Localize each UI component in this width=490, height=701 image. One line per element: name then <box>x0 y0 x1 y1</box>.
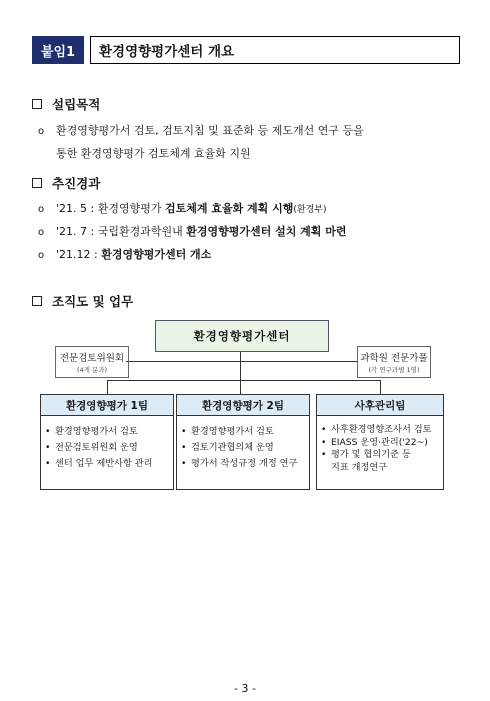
progress-item <box>38 200 326 216</box>
org-right-title: 과학원 전문가풀 <box>360 353 428 364</box>
square-bullet-icon <box>32 178 42 188</box>
team-task: • EIASS 운영·관리('22~) <box>321 436 428 448</box>
team-task: • 평가서 작성규정 개정 연구 <box>181 456 309 472</box>
team-task-text: 전문검토위원회 운영 <box>55 442 138 453</box>
purpose-line-2 <box>56 145 251 161</box>
progress-date: '21. 7 : <box>56 225 95 238</box>
circle-bullet-icon: o <box>38 227 45 238</box>
org-right-sub: (각 연구과별 1명) <box>368 366 420 374</box>
team-task-text: 평가서 작성규정 개정 연구 <box>191 458 298 469</box>
page-title <box>90 36 460 64</box>
org-left-sub: (4개 분과) <box>76 366 108 374</box>
connector-line <box>107 380 108 394</box>
team-name: 환경영향평가 1팀 <box>41 395 173 416</box>
purpose-text-2: 통한 환경영향평가 검토체계 효율화 지원 <box>56 147 251 160</box>
team-task: • 센터 업무 제반사항 관리 <box>45 456 173 472</box>
purpose-line-1 <box>38 122 364 138</box>
progress-date: '21. 5 : <box>56 202 95 215</box>
team-task: • 전문검토위원회 운영 <box>45 440 173 456</box>
team-task-text: 검토기관협의체 운영 <box>191 442 274 453</box>
team-box-2 <box>176 394 310 490</box>
connector-line <box>240 380 241 394</box>
org-right-box <box>357 346 431 378</box>
progress-date: '21.12 : <box>56 248 98 261</box>
circle-bullet-icon: o <box>38 204 45 215</box>
team-task-list <box>317 416 443 474</box>
team-task: • 사후환경영향조사서 검토 <box>321 424 432 435</box>
progress-pre: 국립환경과학원내 <box>97 225 183 238</box>
circle-bullet-icon: o <box>38 250 45 261</box>
square-bullet-icon <box>32 99 42 109</box>
team-task: • 환경영향평가서 검토 <box>45 424 173 440</box>
section-purpose-heading <box>32 95 100 113</box>
progress-suffix: (환경부) <box>293 205 327 215</box>
team-task-text: 환경영향평가서 검토 <box>191 426 274 437</box>
team-task-list <box>177 416 309 472</box>
progress-pre: 환경영향평가 <box>97 202 162 215</box>
progress-bold: 검토체계 효율화 계획 시행 <box>164 202 294 215</box>
section-purpose-label: 설립목적 <box>52 97 101 112</box>
connector-line <box>126 361 358 362</box>
progress-bold: 환경영향평가센터 개소 <box>101 248 212 261</box>
attachment-tag: 붙임1 <box>32 36 84 64</box>
team-task-text: 환경영향평가서 검토 <box>55 426 138 437</box>
org-left-box <box>55 346 129 378</box>
circle-bullet-icon: o <box>38 126 45 137</box>
section-org-label: 조직도 및 업무 <box>52 294 134 309</box>
section-progress-heading <box>32 174 100 192</box>
progress-item <box>38 246 211 262</box>
team-name: 사후관리팀 <box>317 395 443 416</box>
team-task: • 검토기관협의체 운영 <box>181 440 309 456</box>
progress-item <box>38 223 347 239</box>
team-task <box>321 462 443 475</box>
team-task-text: 평가 및 협의기준 등 <box>331 449 411 460</box>
section-org-heading <box>32 292 133 310</box>
section-progress-label: 추진경과 <box>52 176 101 191</box>
page-number: - 3 - <box>234 682 256 695</box>
team-task: • 환경영향평가서 검토 <box>181 424 309 440</box>
org-center-label: 환경영향평가센터 <box>193 329 291 343</box>
org-left-title: 전문검토위원회 <box>59 353 125 364</box>
progress-bold: 환경영향평가센터 설치 계획 마련 <box>186 225 347 238</box>
team-task-text: 사후환경영향조사서 검토 <box>331 424 432 435</box>
page-title-text: 환경영향평가센터 개요 <box>99 44 235 60</box>
connector-line <box>240 350 241 380</box>
org-center-box <box>155 320 329 352</box>
team-box-1 <box>40 394 174 490</box>
square-bullet-icon <box>32 296 42 306</box>
connector-line <box>107 380 381 381</box>
team-task-text: EIASS 운영·관리('22~) <box>331 436 428 448</box>
team-task-text: 센터 업무 제반사항 관리 <box>55 458 153 469</box>
team-name: 환경영향평가 2팀 <box>177 395 309 416</box>
connector-line <box>380 380 381 394</box>
team-task: • 평가 및 협의기준 등 <box>321 449 411 460</box>
team-box-3 <box>316 394 444 490</box>
purpose-text-1: 환경영향평가서 검토, 검토지침 및 표준화 등 제도개선 연구 등을 <box>56 124 364 137</box>
team-task-text: 지표 개정연구 <box>331 461 388 473</box>
team-task-list <box>41 416 173 472</box>
